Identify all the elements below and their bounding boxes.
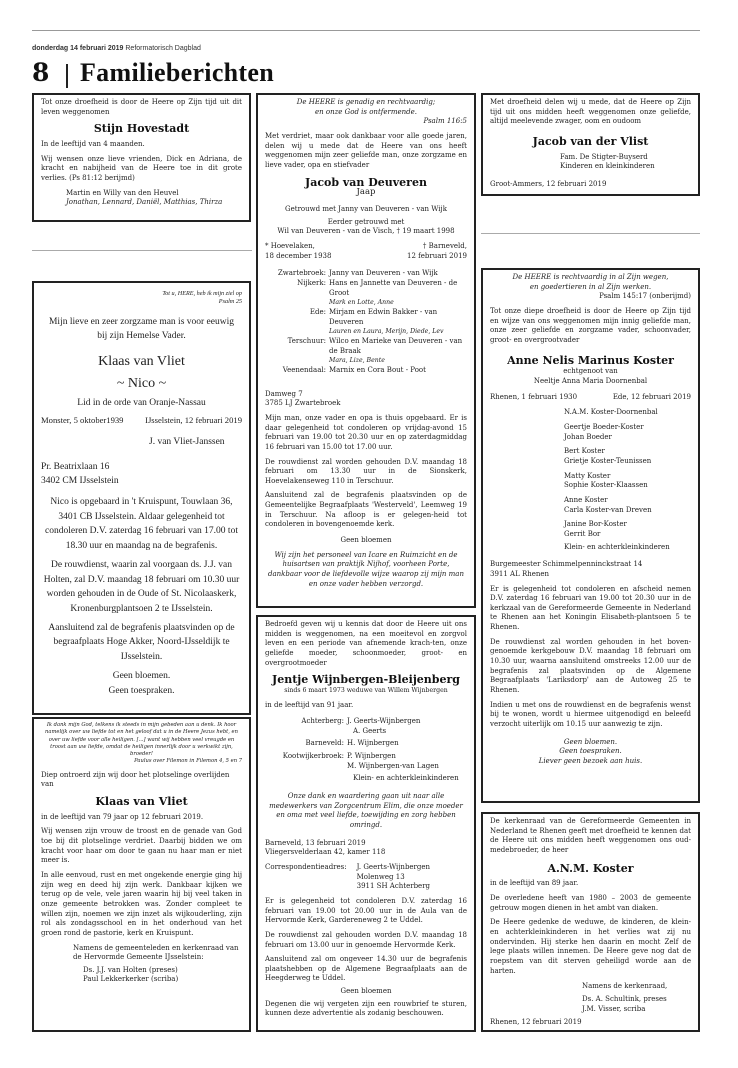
koster-addr1: Burgemeester Schimmelpenninckstraat 14 bbox=[490, 560, 643, 569]
wijnbergen-name: Jentje Wijnbergen-Bleijenberg bbox=[272, 673, 460, 687]
deuveren-verse2: en onze God is ontfermende. bbox=[315, 107, 417, 116]
wijnbergen-p3: Aansluitend zal om ongeveer 14.30 uur de begrafenis plaatshebben op de Algemene Begraafplaats aan de Heegderweg te Uddel. bbox=[265, 955, 467, 983]
nico-addr2: 3402 CM IJsselstein bbox=[41, 476, 119, 487]
koster-spouse1: echtgenoot van bbox=[563, 367, 618, 376]
deuveren-born-date: 18 december 1938 bbox=[265, 251, 332, 260]
koster-f1: Geen bloemen. bbox=[563, 737, 618, 746]
wijnbergen-p2: De rouwdienst zal gehouden worden D.V. maandag 18 februari om 13.00 uur in genoemde Hervormde Kerk. bbox=[265, 930, 467, 949]
hovestadt-sig1: Martin en Willy van den Heuvel bbox=[66, 188, 179, 197]
anm-age: in de leeftijd van 89 jaar. bbox=[490, 879, 579, 888]
wijnbergen-corr1: J. Geerts-Wijnbergen bbox=[356, 862, 431, 871]
nico-order: Lid in de orde van Oranje-Nassau bbox=[77, 397, 206, 408]
deuveren-p3: Aansluitend zal de begrafenis plaatsvinden op de Gemeentelijke Begraafplaats 'Westerveld', Leemweg 19 in Terschuur. Na afloop is er gelegen-heid tot condoleren in bovengenoemde kerk. bbox=[265, 491, 467, 529]
wijnbergen-corr2: Molenweg 13 bbox=[356, 872, 405, 881]
wijnbergen-corr3: 3911 SH Achterberg bbox=[356, 882, 431, 891]
deuveren-name: Jacob van Deuveren bbox=[305, 175, 427, 189]
klaas-p2: In alle eenvoud, rust en met ongekende energie ging hij zijn weg en deed hij zijn werk. Dankbaar kijken we terug op de vele, vele jaren waarin hij bij veel taken in onze gemeente betrokken was. Zonder compleet te willen zijn, noemen we zijn inzet als wijkouderling, zijn rol als zondagsschool en in het onderhoud van het groen rond de pastorie, kerk en Kruispunt. bbox=[41, 870, 242, 937]
anm-place: Rhenen, 12 februari 2019 bbox=[490, 1018, 582, 1027]
deuveren-p2: De rouwdienst zal worden gehouden D.V. maandag 18 februari om 13.30 uur in de Sionskerk, Hoevelakenseweg 110 in Terschuur. bbox=[265, 457, 467, 485]
klaas-intro: Diep ontroerd zijn wij door het plotselinge overlijden van bbox=[41, 770, 230, 789]
header-divider bbox=[66, 64, 68, 88]
family-row: Veenendaal: Marnix en Cora Bout - Poot bbox=[282, 365, 426, 374]
deuveren-intro: Met verdriet, maar ook dankbaar voor alle goede jaren, delen wij u mede dat de Heere van ons heeft weggenomen mijn zeer geliefde man, onze zorgzame en lieve vader, opa en stiefvader bbox=[265, 131, 467, 169]
deuveren-born-place: * Hoevelaken, bbox=[265, 242, 315, 251]
deuveren-verse-ref: Psalm 116:5 bbox=[423, 117, 467, 126]
nico-name: Klaas van Vliet bbox=[98, 354, 185, 370]
header-rule-top bbox=[32, 30, 700, 31]
notice-van-der-vlist bbox=[481, 93, 700, 196]
deuveren-flowers: Geen bloemen bbox=[340, 536, 392, 545]
koster-p1: Er is gelegenheid tot condoleren en afscheid nemen D.V. zaterdag 16 februari van 19.00 tot 20.30 uur in de kerkzaal van de Gereformeerde Gemeente in Nederland te Rhenen aan het Koningin Elisabeth-plantsoen 5 te Rhenen. bbox=[490, 584, 691, 632]
anm-sig-intro: Namens de kerkenraad, bbox=[582, 982, 668, 991]
klaas-age: in de leeftijd van 79 jaar op 12 februari 2019. bbox=[41, 812, 204, 821]
koster-dates bbox=[490, 393, 691, 403]
family-line: Carla Koster-van Dreven bbox=[564, 505, 652, 514]
wijnbergen-p1: Er is gelegenheid tot condoleren D.V. zaterdag 16 februari van 19.00 tot 20.00 uur in de Aula van de Hervormde Kerk, Gardereneweg 2 te Uddel. bbox=[265, 896, 467, 925]
deuveren-married: Getrouwd met Janny van Deuveren - van Wijk bbox=[285, 205, 447, 214]
hovestadt-text: Wij wensen onze lieve vrienden, Dick en Adriana, de kracht en nabijheid van de Heere toe in dit grote verlies. (Ps 81:12 berijmd) bbox=[41, 154, 242, 183]
hovestadt-age: In de leeftijd van 4 maanden. bbox=[41, 140, 145, 149]
klaas-sig2: Paul Lekkerkerker (scriba) bbox=[83, 975, 179, 984]
klaas-name: Klaas van Vliet bbox=[95, 794, 188, 808]
koster-died: Ede, 12 februari 2019 bbox=[612, 392, 691, 401]
family-line: Anne Koster bbox=[564, 495, 608, 504]
nico-died: IJsselstein, 12 februari 2019 bbox=[145, 414, 242, 425]
wijnbergen-corr-label: Correspondentieadres: bbox=[265, 862, 347, 871]
wijnbergen-flowers: Geen bloemen bbox=[340, 987, 392, 996]
koster-verse1: De HEERE is rechtvaardig in al Zijn wegen, bbox=[512, 273, 669, 281]
family-row: Terschuur: Wilco en Marieke van Deuveren - van de Braak Mara, Lize, Bente bbox=[287, 336, 463, 365]
column-separator bbox=[32, 250, 252, 251]
deuveren-died-date: 12 februari 2019 bbox=[407, 251, 467, 260]
nico-signed: J. van Vliet-Janssen bbox=[149, 436, 225, 447]
wijnbergen-grandkids: Klein- en achterkleinkinderen bbox=[353, 774, 459, 783]
deuveren-prev1: Eerder getrouwd met bbox=[327, 217, 405, 226]
klaas-p1: Wij wensen zijn vrouw de troost en de genade van God toe bij dit plotselinge verdriet. Daarbij bidden we om kracht voor haar om door te gaan nu haar man er niet meer is. bbox=[41, 827, 242, 865]
vandervlist-name: Jacob van der Vlist bbox=[532, 134, 649, 148]
wijnbergen-thanks: Onze dank en waardering gaan uit naar alle medewerkers van Zorgcentrum Elim, die onze moeder en oma met veel liefde, toewijding en zorg hebben omringd. bbox=[269, 791, 463, 829]
hovestadt-sig2: Jonathan, Lennard, Daniël, Matthias, Thirza bbox=[66, 198, 223, 207]
wijnbergen-place: Barneveld, 13 februari 2019 bbox=[265, 838, 366, 847]
notice-anne-koster bbox=[481, 268, 700, 803]
koster-verse2: en goedertieren in al Zijn werken. bbox=[529, 282, 652, 291]
family-line: Bert Koster bbox=[564, 447, 605, 456]
klaas-quote-ref: Paulus over Filemon in Filemon 4, 5 en 7 bbox=[134, 758, 242, 765]
family-line: Geertje Boeder-Koster bbox=[564, 422, 644, 431]
koster-born: Rhenen, 1 februari 1930 bbox=[490, 392, 578, 401]
vandervlist-intro: Met droefheid delen wij u mede, dat de Heere op Zijn tijd uit ons midden heeft weggenomen onze geliefde, altijd meelevende zwager, oom en oudoom bbox=[490, 98, 691, 126]
family-line: N.A.M. Koster-Doornenbal bbox=[564, 408, 658, 417]
deuveren-prev2: Wil van Deuveren - van de Visch, † 19 maart 1998 bbox=[277, 227, 455, 236]
column-separator bbox=[481, 233, 700, 234]
family-line: Johan Boeder bbox=[564, 432, 612, 441]
nico-p2: De rouwdienst, waarin zal voorgaan ds. J.J. van Holten, zal D.V. maandag 18 februari om 10.30 uur worden gehouden in de Oude of St. Nicolaaskerk, Kronenburgplantsoen 2 te IJsselstein. bbox=[43, 559, 240, 614]
vandervlist-sig2: Kinderen en kleinkinderen bbox=[560, 162, 655, 171]
nico-intro2: bij zijn Hemelse Vader. bbox=[97, 331, 186, 342]
notice-hovestadt bbox=[32, 93, 251, 222]
anm-name: A.N.M. Koster bbox=[547, 861, 634, 875]
nico-born: Monster, 5 oktober1939 bbox=[41, 414, 124, 425]
notice-anm-koster bbox=[481, 812, 700, 1032]
family-row: Nijkerk: Hans en Jannette van Deuveren - de Groot Mark en Lotte, Anne bbox=[297, 279, 458, 307]
anm-p1: De overledene heeft van 1980 – 2003 de gemeente getrouw mogen dienen in het ambt van diaken. bbox=[490, 894, 691, 912]
wijnbergen-widow: sinds 6 maart 1973 weduwe van Willem Wijnbergen bbox=[284, 687, 448, 695]
koster-p3: Indien u met ons de rouwdienst en de begrafenis wenst bij te wonen, wordt u hiermee uitgenodigd en beleefd verzocht uiterlijk om 10.15 uur aanwezig te zijn. bbox=[490, 700, 691, 729]
hovestadt-name: Stijn Hovestadt bbox=[93, 122, 190, 136]
family-row: Ede: Mirjam en Edwin Bakker - van Deuveren Lauren en Laura, Merijn, Diede, Lev bbox=[309, 307, 444, 336]
wijnbergen-corr bbox=[265, 863, 467, 892]
anm-sig1: Ds. A. Schultink, preses bbox=[582, 994, 667, 1003]
wijnbergen-addr: Vliegersvelderlaan 42, kamer 118 bbox=[265, 848, 386, 857]
deuveren-died-place: † Barneveld, bbox=[422, 242, 467, 251]
klaas-quote: Ik dank mijn God, telkens ik steeds in mijn gebeden aan u denk. Ik hoor namelijk over uw liefde tot en het geloof dat u in de Heere Jezus hebt, en over uw liefde voor alle heiligen. [...] want wij hebben veel vreugde en troost aan uw liefde, omdat de heiligen innerlijk door u verkwikt zijn, broeder! bbox=[45, 722, 238, 758]
koster-name: Anne Nelis Marinus Koster bbox=[507, 353, 674, 367]
wijnbergen-age: in de leeftijd van 91 jaar. bbox=[265, 701, 354, 710]
nico-p1: Nico is opgebaard in 't Kruispunt, Touwlaan 36, 3401 CB IJsselstein. Aldaar gelegenheid tot condoleren D.V. zaterdag 16 februari van 17.00 tot 18.30 uur en maandag na de begrafenis. bbox=[45, 496, 238, 552]
anm-intro: De kerkenraad van de Gereformeerde Gemeenten in Nederland te Rhenen geeft met droefheid te kennen dat de Heere uit ons midden heeft weggenomen ons oud-medebroeder, de heer bbox=[490, 817, 691, 854]
koster-intro: Tot onze diepe droefheid is door de Heere op Zijn tijd en wijze van ons weggenomen mijn innig geliefde man, onze zeer geliefde en zorgzame vader, schoonvader, groot- en overgrootvader bbox=[490, 306, 691, 344]
koster-p2: De rouwdienst zal worden gehouden in het boven-genoemde kerkgebouw D.V. maandag 18 februari om 10.30 uur, waarna aansluitend omstreeks 12.00 uur de begrafenis zal plaatsvinden op de Algemene Begraafplaats 'Lariksdorp' aan de Autoweg 25 te Rhenen. bbox=[490, 637, 691, 695]
wijnbergen-intro: Bedroefd geven wij u kennis dat door de Heere uit ons midden is weggenomen, na een moeitevol en zorgvol leven en een periode van afnemende krach-ten, onze geliefde moeder, schoonmoeder, groot- en overgrootmoeder bbox=[265, 620, 467, 667]
nico-intro1: Mijn lieve en zeer zorgzame man is voor eeuwig bbox=[48, 316, 234, 327]
wijnbergen-note: Degenen die wij vergeten zijn een rouwbrief te sturen, kunnen deze advertentie als zodanig beschouwen. bbox=[265, 999, 467, 1018]
family-line: Matty Koster bbox=[564, 471, 611, 480]
nico-nickname: ~ Nico ~ bbox=[116, 376, 167, 392]
notice-nico-van-vliet bbox=[32, 281, 251, 715]
koster-f2: Geen toespraken. bbox=[559, 747, 622, 756]
deuveren-p1: Mijn man, onze vader en opa is thuis opgebaard. Er is daar gelegenheid tot condoleren op vrijdag-avond 15 februari van 19.00 tot 20.30 uur en op zaterdagmiddag 16 februari van 15.00 tot 17.00 uur. bbox=[265, 413, 467, 451]
vandervlist-sig1: Fam. De Stigter-Buyserd bbox=[560, 152, 648, 161]
nico-p3: Aansluitend zal de begrafenis plaatsvinden op de begraafplaats Hoge Akker, Noord-IJsseldijk te IJsselstein. bbox=[48, 622, 235, 663]
family-line: Grietje Koster-Teunissen bbox=[564, 456, 652, 465]
family-line: Gerrit Bor bbox=[564, 529, 601, 538]
nico-addr1: Pr. Beatrixlaan 16 bbox=[41, 461, 110, 472]
notice-wijnbergen bbox=[256, 615, 476, 1032]
anm-sig2: J.M. Visser, scriba bbox=[582, 1004, 646, 1013]
nico-f1: Geen bloemen. bbox=[112, 670, 171, 681]
notice-deuveren bbox=[256, 93, 476, 608]
header-dateline: donderdag 14 februari 2019 Reformatorisch Dagblad bbox=[32, 45, 201, 52]
klaas-sig-intro: Namens de gemeenteleden en kerkenraad van de Hervormde Gemeente IJsselstein: bbox=[73, 943, 239, 962]
deuveren-nickname: Jaap bbox=[356, 187, 376, 198]
family-row: Barneveld: H. Wijnbergen bbox=[305, 739, 399, 748]
deuveren-family bbox=[265, 269, 467, 375]
koster-verse-ref: Psalm 145:17 (onberijmd) bbox=[599, 292, 691, 301]
deuveren-addr1: Damweg 7 bbox=[265, 389, 303, 398]
deuveren-verse1: De HEERE is genadig en rechtvaardig; bbox=[296, 98, 436, 106]
koster-spouse2: Neeltje Anna Maria Doornenbal bbox=[533, 377, 648, 385]
nico-f2: Geen toespraken. bbox=[108, 685, 175, 696]
nico-verse: Tot u, HERE, heb ik mijn ziel op bbox=[162, 290, 242, 297]
koster-addr2: 3911 AL Rhenen bbox=[490, 569, 550, 578]
family-row: Kootwijkerbroek: P. Wijnbergen M. Wijnbergen-van Lagen bbox=[282, 752, 439, 770]
anm-p2: De Heere gedenke de weduwe, de kinderen, de klein- en achterkleinkinderen in het verlies wat zij nu ondervinden. Hij sterke hen daarin en mocht Zelf de lege plaats willen innemen. De Heere geve nog dat de roepstem van dit sterven geheiligd worde aan de harten. bbox=[490, 918, 691, 975]
hovestadt-intro: Tot onze droefheid is door de Heere op Zijn tijd uit dit leven weggenomen bbox=[41, 98, 242, 116]
section-title: Familieberichten bbox=[80, 58, 274, 87]
family-line: Janine Bor-Koster bbox=[564, 520, 627, 529]
koster-family bbox=[490, 408, 691, 552]
nico-verse-ref: Psalm 25 bbox=[218, 298, 242, 306]
family-row: Achterberg: J. Geerts-Wijnbergen A. Geerts bbox=[301, 717, 421, 735]
family-row: Zwartebroek: Janny van Deuveren - van Wijk bbox=[277, 269, 438, 278]
vandervlist-place: Groot-Ammers, 12 februari 2019 bbox=[490, 180, 607, 189]
wijnbergen-family bbox=[265, 717, 467, 784]
page-number: 8 bbox=[32, 58, 50, 87]
notice-klaas-van-vliet bbox=[32, 717, 251, 1032]
klaas-sig1: Ds. J.J. van Holten (preses) bbox=[83, 965, 178, 974]
family-line: Sophie Koster-Klaassen bbox=[564, 481, 648, 490]
deuveren-addr2: 3785 LJ Zwartebroek bbox=[265, 399, 341, 408]
deuveren-dates bbox=[265, 242, 467, 261]
family-line: Klein- en achterkleinkinderen bbox=[564, 542, 670, 551]
nico-dates bbox=[41, 414, 242, 427]
koster-f3: Liever geen bezoek aan huis. bbox=[538, 757, 643, 765]
deuveren-thanks: Wij zijn het personeel van Icare en Ruimzicht en de huisartsen van praktijk Nijhof, voorheen Porte, dankbaar voor de liefdevolle wijze waarop zij mijn man en onze vader hebben verzorgd. bbox=[268, 550, 464, 588]
